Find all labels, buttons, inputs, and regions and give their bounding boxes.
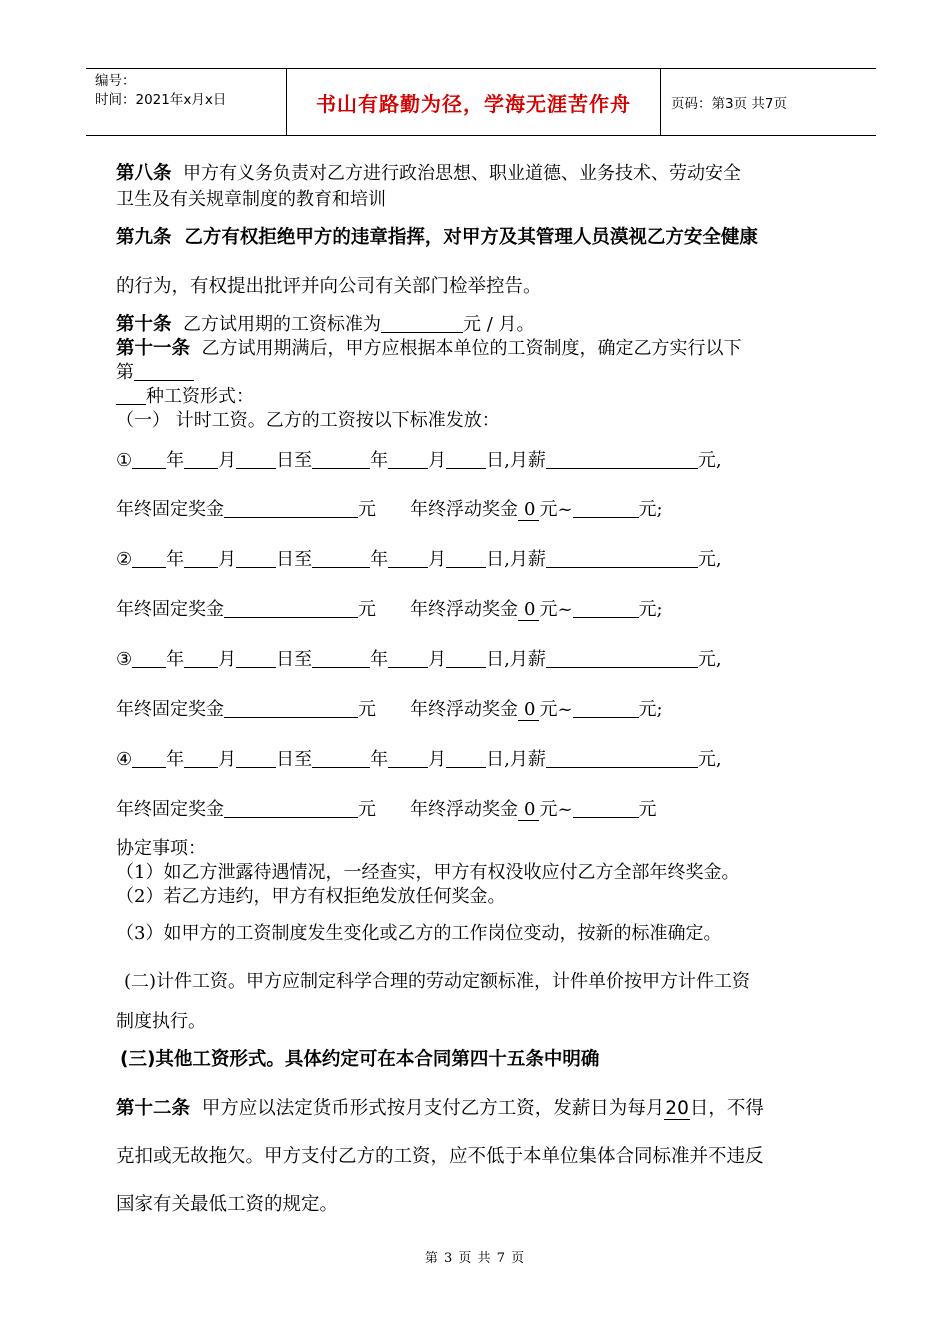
fill-in-blank (236, 450, 276, 469)
agreement-item-2: （2）若乙方违约，甲方有权拒绝发放任何奖金。 (116, 886, 506, 907)
page-header (86, 68, 876, 136)
label-month: 月 (218, 450, 237, 471)
article-10-unit: 元 / 月。 (462, 314, 535, 335)
trial-wage-blank (381, 314, 463, 333)
fill-in-blank (312, 549, 370, 568)
article-12-title: 第十二条 (116, 1098, 191, 1119)
float-bonus-label: 年终浮动奖金 (410, 499, 518, 520)
fill-in-blank (312, 649, 370, 668)
document-number-label: 编号： (95, 73, 136, 89)
fixed-bonus-label: 年终固定奖金 (116, 499, 224, 520)
fixed-bonus-label: 年终固定奖金 (116, 599, 224, 620)
fill-in-blank (446, 749, 486, 768)
label-year: 年 (166, 450, 185, 471)
label-month: 月 (218, 649, 237, 670)
period-tail: , (715, 749, 722, 770)
label-day-salary: 日,月薪 (486, 549, 546, 570)
label-day-to: 日至 (276, 450, 313, 471)
label-day-to: 日至 (276, 649, 313, 670)
float-bonus-label: 年终浮动奖金 (410, 799, 518, 820)
label-yuan: 元 (697, 549, 716, 570)
fill-in-blank (388, 549, 428, 568)
label-year: 年 (370, 450, 389, 471)
label-yuan: 元 (697, 649, 716, 670)
article-12-line-2: 克扣或无故拖欠。甲方支付乙方的工资，应不低于本单位集体合同标准并不违反 (116, 1146, 764, 1167)
fill-in-blank (224, 499, 358, 518)
article-11-text-3: 种工资形式： (146, 386, 254, 407)
header-meta (86, 69, 287, 135)
fill-in-blank (184, 649, 218, 668)
label-year: 年 (370, 749, 389, 770)
label-day-salary: 日,月薪 (486, 649, 546, 670)
label-yuan: 元 (358, 799, 376, 820)
fill-in-blank (546, 450, 698, 469)
article-8-title: 第八条 (116, 163, 172, 184)
fill-in-blank (132, 749, 166, 768)
other-wage: (三)其他工资形式。具体约定可在本合同第四十五条中明确 (120, 1049, 600, 1070)
article-11-line-2 (116, 358, 194, 384)
article-11-title: 第十一条 (116, 338, 191, 359)
article-8-line-2: 卫生及有关规章制度的教育和培训 (116, 189, 386, 210)
article-9-line-1 (116, 223, 758, 249)
article-11-line-3 (116, 382, 254, 408)
period-marker: ② (116, 549, 133, 570)
label-day-salary: 日,月薪 (486, 450, 546, 471)
label-yuan: 元 (358, 599, 376, 620)
label-year: 年 (166, 549, 185, 570)
period-tail: , (715, 450, 722, 471)
label-yuan-semicolon: 元; (638, 699, 663, 720)
label-yuan: 元 (697, 749, 716, 770)
fill-in-blank (184, 549, 218, 568)
wage-period-1 (116, 446, 722, 472)
label-year: 年 (166, 649, 185, 670)
fixed-bonus-label: 年终固定奖金 (116, 799, 224, 820)
article-11-text-2: 第 (116, 362, 134, 383)
period-marker: ③ (116, 649, 133, 670)
fill-in-blank (184, 749, 218, 768)
fill-in-blank (446, 450, 486, 469)
float-bonus-min: 0 (518, 499, 539, 521)
label-year: 年 (166, 749, 185, 770)
article-11-line-1 (116, 334, 741, 360)
bonus-line-1 (116, 495, 663, 521)
wage-form-blank-2 (116, 386, 146, 405)
pay-day: 20 (665, 1098, 689, 1119)
label-yuan: 元 (358, 699, 376, 720)
fill-in-blank (573, 499, 639, 518)
period-marker: ① (116, 450, 133, 471)
fill-in-blank (546, 549, 698, 568)
time-wage-heading: （一） 计时工资。乙方的工资按以下标准发放： (116, 410, 500, 431)
label-yuan: 元 (697, 450, 716, 471)
article-12-line-3: 国家有关最低工资的规定。 (116, 1194, 339, 1215)
fill-in-blank (236, 749, 276, 768)
label-yuan: 元 (638, 799, 657, 820)
label-month: 月 (218, 549, 237, 570)
period-tail: , (715, 549, 722, 570)
label-year: 年 (370, 549, 389, 570)
fill-in-blank (388, 749, 428, 768)
fill-in-blank (132, 649, 166, 668)
article-8-line-1 (116, 159, 741, 185)
fill-in-blank (236, 549, 276, 568)
fill-in-blank (132, 549, 166, 568)
label-yuan-tilde: 元~ (539, 599, 573, 620)
float-bonus-label: 年终浮动奖金 (410, 599, 518, 620)
article-12-text-1a: 甲方应以法定货币形式按月支付乙方工资，发薪日为每月 (201, 1098, 665, 1119)
fill-in-blank (132, 450, 166, 469)
fill-in-blank (224, 599, 358, 618)
label-yuan-tilde: 元~ (539, 499, 573, 520)
fill-in-blank (236, 649, 276, 668)
fill-in-blank (388, 450, 428, 469)
label-yuan-semicolon: 元; (638, 599, 663, 620)
article-10-title: 第十条 (116, 314, 172, 335)
fill-in-blank (573, 799, 639, 818)
float-bonus-min: 0 (518, 699, 539, 721)
article-8-text-1: 甲方有义务负责对乙方进行政治思想、职业道德、业务技术、劳动安全 (182, 163, 741, 184)
label-year: 年 (370, 649, 389, 670)
fill-in-blank (546, 649, 698, 668)
label-day-salary: 日,月薪 (486, 749, 546, 770)
bonus-line-3 (116, 695, 663, 721)
article-11-text-1: 乙方试用期满后，甲方应根据本单位的工资制度，确定乙方实行以下 (201, 338, 742, 359)
period-marker: ④ (116, 749, 133, 770)
piece-wage-line-1: (二)计件工资。甲方应制定科学合理的劳动定额标准，计件单价按甲方计件工资 (124, 971, 751, 992)
header-page-info: 页码：第3页 共7页 (671, 96, 787, 112)
article-10 (116, 310, 534, 336)
bonus-line-2 (116, 595, 663, 621)
fill-in-blank (546, 749, 698, 768)
fill-in-blank (573, 599, 639, 618)
article-10-text: 乙方试用期的工资标准为 (182, 314, 381, 335)
label-month: 月 (428, 749, 447, 770)
fill-in-blank (184, 450, 218, 469)
label-day-to: 日至 (276, 549, 313, 570)
fill-in-blank (388, 649, 428, 668)
document-time: 时间：2021年x月x日 (95, 92, 227, 108)
label-month: 月 (428, 649, 447, 670)
label-month: 月 (428, 450, 447, 471)
fill-in-blank (573, 699, 639, 718)
label-day-to: 日至 (276, 749, 313, 770)
label-yuan-tilde: 元~ (539, 699, 573, 720)
float-bonus-min: 0 (518, 799, 539, 821)
article-12-line-1 (116, 1094, 764, 1120)
page-footer: 第 3 页 共 7 页 (424, 1251, 526, 1266)
fill-in-blank (224, 699, 358, 718)
agreement-item-3: （3）如甲方的工资制度发生变化或乙方的工作岗位变动，按新的标准确定。 (116, 923, 722, 944)
agreement-title: 协定事项： (116, 838, 206, 859)
wage-period-2 (116, 545, 722, 571)
bonus-line-4 (116, 795, 657, 821)
float-bonus-label: 年终浮动奖金 (410, 699, 518, 720)
fixed-bonus-label: 年终固定奖金 (116, 699, 224, 720)
fill-in-blank (446, 649, 486, 668)
label-yuan: 元 (358, 499, 376, 520)
agreement-item-1: （1）如乙方泄露待遇情况，一经查实，甲方有权没收应付乙方全部年终奖金。 (116, 862, 740, 883)
article-9-line-2: 的行为，有权提出批评并向公司有关部门检举控告。 (116, 276, 542, 297)
label-month: 月 (218, 749, 237, 770)
article-9-title: 第九条 (116, 227, 172, 248)
wage-period-3 (116, 645, 722, 671)
label-yuan-semicolon: 元; (638, 499, 663, 520)
article-12-text-1b: 日，不得 (689, 1098, 764, 1119)
fill-in-blank (224, 799, 358, 818)
float-bonus-min: 0 (518, 599, 539, 621)
piece-wage-line-2: 制度执行。 (116, 1011, 206, 1032)
fill-in-blank (312, 749, 370, 768)
header-motto: 书山有路勤为径，学海无涯苦作舟 (287, 69, 661, 135)
period-tail: , (715, 649, 722, 670)
label-month: 月 (428, 549, 447, 570)
fill-in-blank (312, 450, 370, 469)
wage-period-4 (116, 745, 722, 771)
wage-form-blank (134, 362, 194, 381)
label-yuan-tilde: 元~ (539, 799, 573, 820)
article-9-text-1: 乙方有权拒绝甲方的违章指挥，对甲方及其管理人员漠视乙方安全健康 (184, 227, 758, 248)
fill-in-blank (446, 549, 486, 568)
